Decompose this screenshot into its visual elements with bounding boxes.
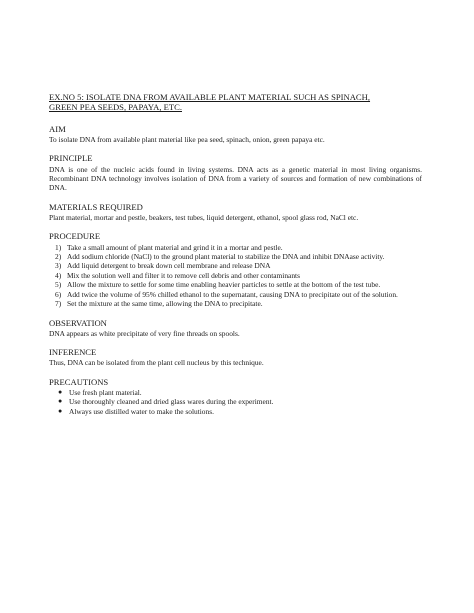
step-number: 1) xyxy=(55,242,62,252)
aim-section xyxy=(49,124,422,145)
materials-section xyxy=(49,202,422,223)
bullet-icon: ● xyxy=(58,406,63,415)
precaution-text: Always use distilled water to make the solutions. xyxy=(69,406,214,416)
procedure-section xyxy=(49,231,422,308)
precaution-item xyxy=(58,387,422,397)
precautions-section xyxy=(49,377,422,416)
bullet-icon: ● xyxy=(58,397,63,406)
procedure-step xyxy=(55,289,422,299)
procedure-heading: PROCEDURE xyxy=(49,231,101,242)
step-text: Take a small amount of plant material and grind it in a mortar and pestle. xyxy=(67,242,283,252)
observation-section xyxy=(49,318,422,339)
observation-text: DNA appears as white precipitate of very fine threads on spools. xyxy=(49,328,240,338)
precaution-item xyxy=(58,406,422,416)
procedure-step xyxy=(55,261,422,271)
step-number: 5) xyxy=(55,280,62,290)
step-text: Set the mixture at the same time, allowing the DNA to precipitate. xyxy=(67,299,263,309)
inference-section xyxy=(49,347,422,368)
principle-text: DNA is one of the nucleic acids found in living systems. DNA acts as a genetic material in most living organisms. Recombinant DNA technology involves isolation of DNA from a variety of sources and formation of new combinations of DNA. xyxy=(49,164,422,193)
aim-text: To isolate DNA from available plant material like pea seed, spinach, onion, green papaya etc. xyxy=(49,135,325,145)
procedure-list xyxy=(49,243,422,309)
observation-heading: OBSERVATION xyxy=(49,317,107,328)
title-line-2: GREEN PEA SEEDS, PAPAYA, ETC. xyxy=(49,102,182,113)
page-title xyxy=(49,92,422,113)
step-text: Add twice the volume of 95% chilled ethanol to the supernatant, causing DNA to precipitate out of the solution. xyxy=(67,289,398,299)
step-text: Allow the mixture to settle for some time enabling heavier particles to settle at the bottom of the test tube. xyxy=(67,280,381,290)
procedure-step xyxy=(55,270,422,280)
precautions-list xyxy=(49,388,422,416)
principle-section xyxy=(49,153,422,192)
precautions-heading: PRECAUTIONS xyxy=(49,376,109,387)
inference-heading: INFERENCE xyxy=(49,347,97,358)
materials-text: Plant material, mortar and pestle, beakers, test tubes, liquid detergent, ethanol, spool glass rod, NaCl etc. xyxy=(49,213,359,223)
precaution-text: Use fresh plant material. xyxy=(69,387,142,397)
principle-heading: PRINCIPLE xyxy=(49,153,93,164)
aim-heading: AIM xyxy=(49,123,66,134)
step-number: 7) xyxy=(55,299,62,309)
procedure-step xyxy=(55,280,422,290)
precaution-item xyxy=(58,397,422,407)
procedure-step xyxy=(55,242,422,252)
step-number: 2) xyxy=(55,252,62,262)
precaution-text: Use thoroughly cleaned and dried glass wares during the experiment. xyxy=(69,397,274,407)
step-text: Add liquid detergent to break down cell membrane and release DNA xyxy=(67,261,271,271)
step-text: Mix the solution well and filter it to remove cell debris and other contaminants xyxy=(67,270,300,280)
step-number: 6) xyxy=(55,289,62,299)
procedure-step xyxy=(55,252,422,262)
step-text: Add sodium chloride (NaCl) to the ground plant material to stabilize the DNA and inhibit DNAase activity. xyxy=(67,252,385,262)
step-number: 3) xyxy=(55,261,62,271)
inference-text: Thus, DNA can be isolated from the plant cell nucleus by this technique. xyxy=(49,358,264,368)
bullet-icon: ● xyxy=(58,387,63,396)
materials-heading: MATERIALS REQUIRED xyxy=(49,201,143,212)
title-line-1: EX.NO 5: ISOLATE DNA FROM AVAILABLE PLANT MATERIAL SUCH AS SPINACH, xyxy=(49,92,371,102)
procedure-step xyxy=(55,299,422,309)
step-number: 4) xyxy=(55,270,62,280)
